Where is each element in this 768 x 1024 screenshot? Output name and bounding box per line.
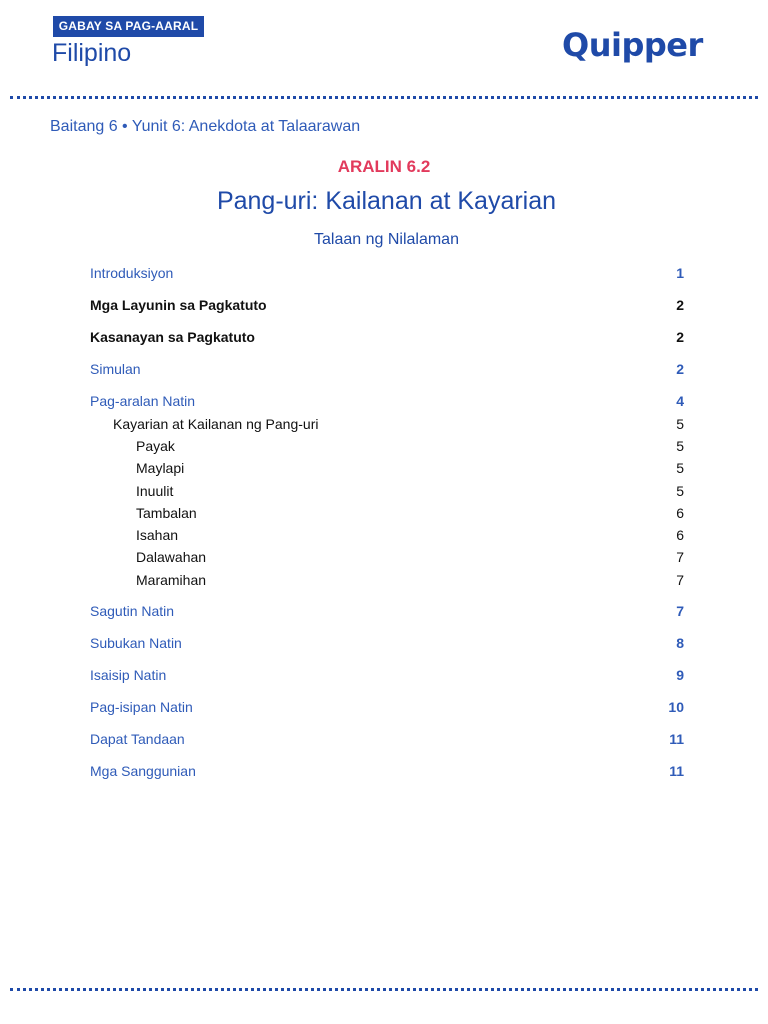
toc-entry-page: 10 — [668, 699, 684, 715]
toc-entry-mga-layunin[interactable] — [90, 295, 684, 315]
toc-entry-maramihan[interactable] — [90, 570, 684, 590]
toc-entry-page: 7 — [676, 572, 684, 588]
toc-entry-page: 5 — [676, 438, 684, 454]
toc-entry-page: 5 — [676, 483, 684, 499]
toc-entry-dapat-tandaan[interactable] — [90, 729, 684, 749]
lesson-number: ARALIN 6.2 — [337, 157, 431, 176]
toc-entry-page: 2 — [676, 361, 684, 377]
toc-entry-tambalan[interactable] — [90, 503, 684, 523]
toc-entry-payak[interactable] — [90, 436, 684, 456]
toc-entry-label: Mga Layunin sa Pagkatuto — [90, 297, 267, 313]
breadcrumb: Baitang 6 • Yunit 6: Anekdota at Talaarawan — [50, 118, 361, 135]
toc-entry-page: 8 — [676, 635, 684, 651]
toc-entry-label: Dalawahan — [136, 549, 207, 565]
toc-entry-label: Kasanayan sa Pagkatuto — [90, 329, 255, 345]
toc-entry-page: 9 — [676, 667, 684, 683]
toc-entry-label: Sagutin Natin — [90, 603, 175, 619]
toc-entry-kasanayan[interactable] — [90, 327, 684, 347]
toc-entry-label: Kayarian at Kailanan ng Pang-uri — [113, 416, 319, 432]
toc-entry-label: Tambalan — [136, 505, 197, 521]
toc-entry-page: 7 — [676, 549, 684, 565]
quipper-logo: Quipper — [562, 26, 703, 64]
toc-entry-page: 4 — [676, 393, 684, 409]
toc-entry-pag-aralan-natin[interactable] — [90, 391, 684, 411]
toc-entry-label: Inuulit — [136, 483, 174, 499]
toc-entry-page: 11 — [669, 763, 684, 779]
toc-entry-label: Simulan — [90, 361, 141, 377]
toc-entry-simulan[interactable] — [90, 359, 684, 379]
toc-entry-pag-isipan-natin[interactable] — [90, 697, 684, 717]
toc-entry-kayarian-at-kailanan[interactable] — [90, 414, 684, 434]
toc-entry-subukan-natin[interactable] — [90, 633, 684, 653]
toc-entry-label: Dapat Tandaan — [90, 731, 185, 747]
toc-entry-page: 1 — [676, 265, 684, 281]
toc-entry-page: 5 — [676, 416, 684, 432]
toc-entry-label: Subukan Natin — [90, 635, 182, 651]
toc-entry-page: 5 — [676, 460, 684, 476]
toc-entry-maylapi[interactable] — [90, 458, 684, 478]
toc-entry-page: 11 — [669, 731, 684, 747]
toc-entry-label: Isahan — [136, 527, 179, 543]
guide-badge: GABAY SA PAG-AARAL — [53, 16, 204, 37]
toc-entry-page: 6 — [676, 527, 684, 543]
bottom-dotted-divider — [10, 988, 758, 991]
toc-entry-isahan[interactable] — [90, 525, 684, 545]
toc-entry-label: Pag-isipan Natin — [90, 699, 193, 715]
toc-entry-page: 2 — [676, 329, 684, 345]
toc-heading: Talaan ng Nilalaman — [314, 231, 459, 248]
subject-title: Filipino — [52, 39, 132, 67]
toc-entry-page: 2 — [676, 297, 684, 313]
lesson-title: Pang-uri: Kailanan at Kayarian — [216, 187, 557, 215]
toc-entry-page: 6 — [676, 505, 684, 521]
toc-entry-label: Pag-aralan Natin — [90, 393, 196, 409]
toc-entry-page: 7 — [676, 603, 684, 619]
toc-entry-label: Introduksiyon — [90, 265, 174, 281]
toc-entry-label: Maylapi — [136, 460, 185, 476]
toc-entry-label: Payak — [136, 438, 175, 454]
top-dotted-divider — [10, 96, 758, 99]
toc-entry-label: Isaisip Natin — [90, 667, 167, 683]
toc-entry-label: Maramihan — [136, 572, 207, 588]
toc-entry-label: Mga Sanggunian — [90, 763, 196, 779]
toc-entry-introduksiyon[interactable] — [90, 263, 684, 283]
toc-entry-sagutin-natin[interactable] — [90, 601, 684, 621]
toc-entry-dalawahan[interactable] — [90, 547, 684, 567]
toc-entry-isaisip-natin[interactable] — [90, 665, 684, 685]
toc-entry-mga-sanggunian[interactable] — [90, 761, 684, 781]
toc-entry-inuulit[interactable] — [90, 481, 684, 501]
